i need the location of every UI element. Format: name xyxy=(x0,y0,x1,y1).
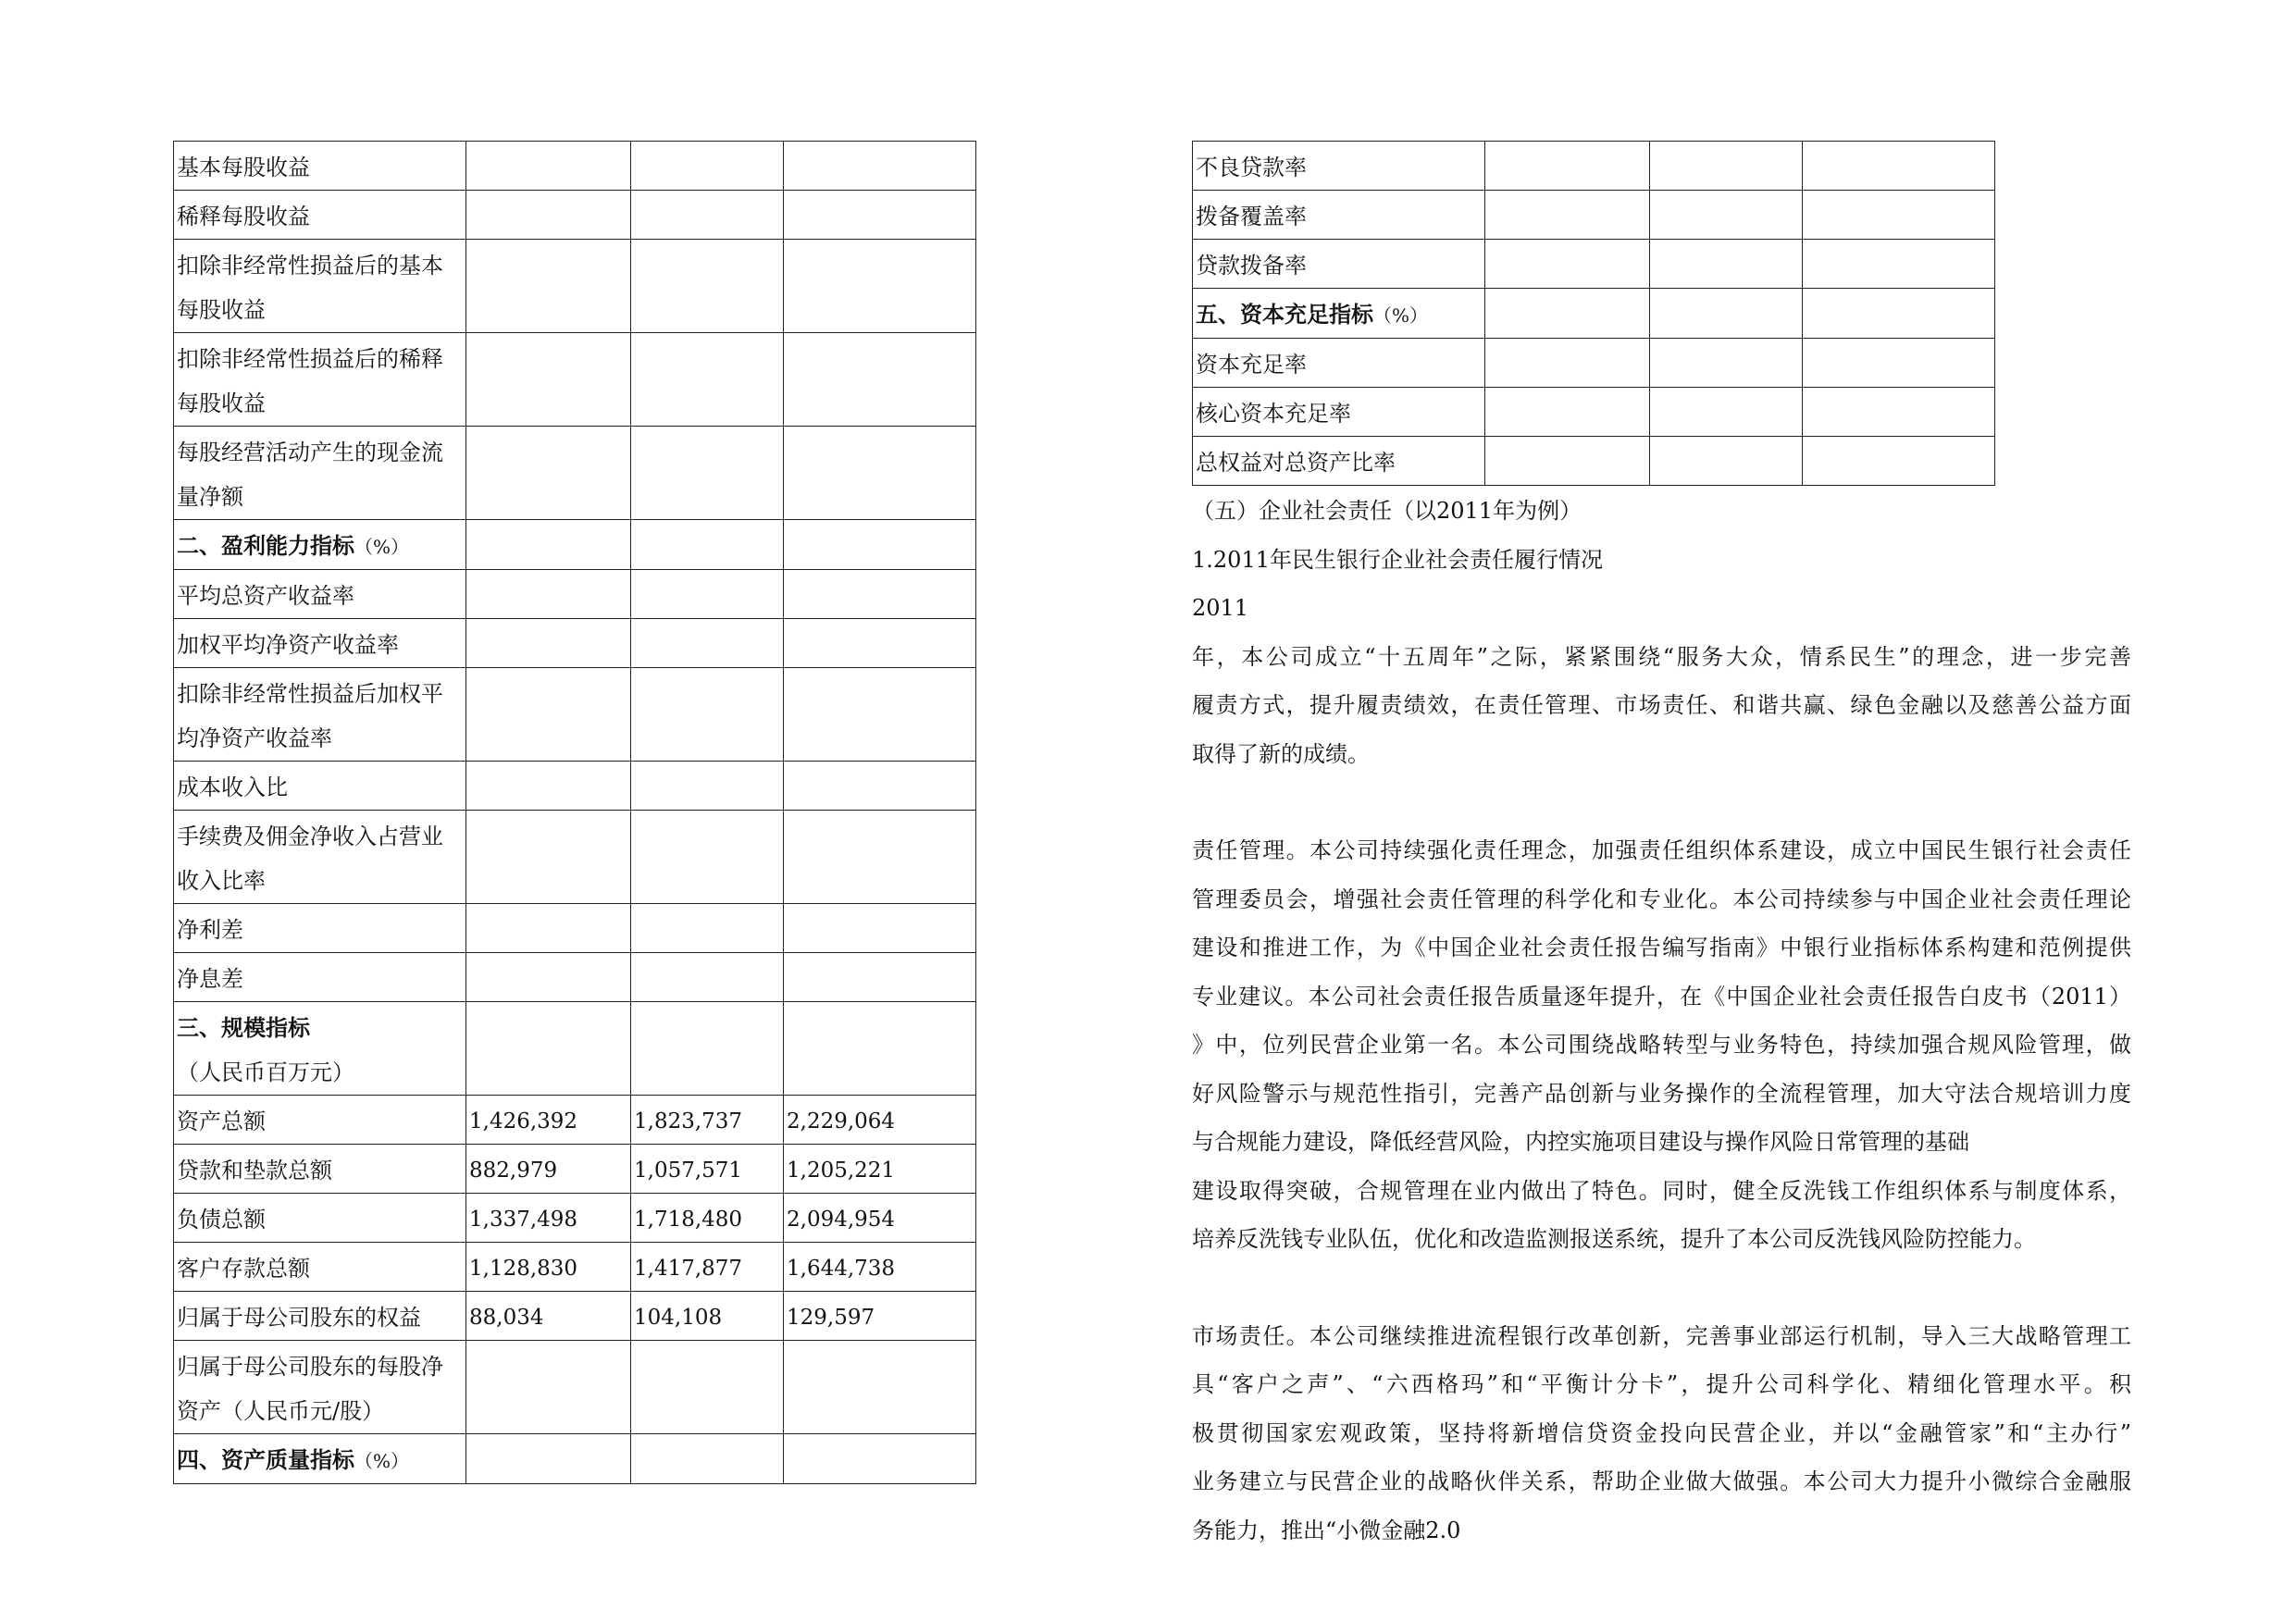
value-cell xyxy=(631,520,784,570)
row-label-cell xyxy=(174,668,466,762)
row-label-cell xyxy=(174,762,466,811)
paragraph-line: 取得了新的成绩。 xyxy=(1192,740,1370,767)
section-header-cell xyxy=(174,1002,466,1096)
value-cell xyxy=(784,570,976,619)
value-cell: 1,718,480 xyxy=(631,1194,784,1243)
row-label: 三、规模指标 xyxy=(177,1014,310,1041)
value-cell xyxy=(631,142,784,191)
value-cell xyxy=(1485,240,1650,289)
value-cell xyxy=(1485,388,1650,437)
row-label: 平均总资产收益率 xyxy=(177,583,354,609)
value-cell xyxy=(1650,191,1803,240)
value-cell xyxy=(466,762,631,811)
value-cell xyxy=(1485,191,1650,240)
value-cell xyxy=(1485,437,1650,486)
table-row xyxy=(174,1194,976,1243)
row-label: 资产总额 xyxy=(177,1109,266,1134)
paragraph-line: 市场责任。本公司继续推进流程银行改革创新，完善事业部运行机制，导入三大战略管理工 xyxy=(1192,1322,2131,1349)
paragraph-line: 责任管理。本公司持续强化责任理念，加强责任组织体系建设，成立中国民生银行社会责任 xyxy=(1192,837,2131,863)
table-row xyxy=(174,762,976,811)
value-cell xyxy=(1485,289,1650,339)
value-cell xyxy=(466,1434,631,1484)
table-row xyxy=(1193,437,1995,486)
row-label-cell xyxy=(1193,437,1485,486)
value-cell: 2,094,954 xyxy=(784,1194,976,1243)
row-label: 基本每股收益 xyxy=(177,155,310,180)
table-row xyxy=(174,191,976,240)
value-cell xyxy=(631,1434,784,1484)
row-label-cell xyxy=(174,1243,466,1292)
financial-indicators-table-left xyxy=(173,141,976,1484)
value-cell xyxy=(784,427,976,520)
value-cell xyxy=(1803,289,1995,339)
value-cell xyxy=(1803,388,1995,437)
value-cell xyxy=(631,619,784,668)
paragraph-line: 极贯彻国家宏观政策，坚持将新增信贷资金投向民营企业，并以“金融管家”和“主办行” xyxy=(1192,1419,2131,1446)
value-cell xyxy=(784,668,976,762)
paragraph-line: 建设和推进工作，为《中国企业社会责任报告编写指南》中银行业指标体系构建和范例提供 xyxy=(1192,935,2131,960)
table-row xyxy=(174,240,976,333)
value-cell xyxy=(466,427,631,520)
value-cell xyxy=(466,619,631,668)
value-cell xyxy=(1485,339,1650,388)
csr-text-block xyxy=(1192,487,2131,1555)
value-cell xyxy=(784,953,976,1002)
value-cell xyxy=(631,191,784,240)
paragraph-line: 建设取得突破，合规管理在业内做出了特色。同时，健全反洗钱工作组织体系与制度体系， xyxy=(1192,1177,2131,1204)
value-cell xyxy=(466,668,631,762)
value-cell xyxy=(784,1002,976,1096)
table-row xyxy=(174,1292,976,1341)
value-cell xyxy=(631,1002,784,1096)
table-row xyxy=(174,333,976,427)
table-row xyxy=(174,668,976,762)
table-row xyxy=(174,520,976,570)
table-row xyxy=(1193,339,1995,388)
row-label-cell xyxy=(174,1341,466,1434)
unit-label: （%） xyxy=(354,1450,410,1472)
value-cell xyxy=(631,333,784,427)
table-row xyxy=(174,1434,976,1484)
value-cell: 1,057,571 xyxy=(631,1145,784,1194)
value-cell xyxy=(631,1341,784,1434)
row-label-cell xyxy=(174,1096,466,1145)
row-label: 净利差 xyxy=(177,917,243,943)
paragraph-line: 履责方式，提升履责绩效，在责任管理、市场责任、和谐共赢、绿色金融以及慈善公益方面 xyxy=(1192,692,2131,718)
table-row xyxy=(1193,240,1995,289)
row-label-cell xyxy=(1193,142,1485,191)
paragraph-line: 年，本公司成立“十五周年”之际，紧紧围绕“服务大众，情系民生”的理念，进一步完善 xyxy=(1192,643,2131,670)
paragraph-line: 业务建立与民营企业的战略伙伴关系，帮助企业做大做强。本公司大力提升小微综合金融服 xyxy=(1192,1468,2131,1494)
value-cell xyxy=(784,142,976,191)
value-cell xyxy=(1803,191,1995,240)
table-row xyxy=(174,570,976,619)
value-cell xyxy=(466,1341,631,1434)
value-cell xyxy=(631,668,784,762)
row-label-cell xyxy=(174,811,466,904)
row-label: 拨备覆盖率 xyxy=(1196,204,1307,229)
section-header-cell xyxy=(174,1434,466,1484)
unit-label: （人民币百万元） xyxy=(177,1059,354,1085)
value-cell: 1,128,830 xyxy=(466,1243,631,1292)
row-label: 扣除非经常性损益后的稀释每股收益 xyxy=(177,346,443,416)
value-cell xyxy=(466,520,631,570)
value-cell: 129,597 xyxy=(784,1292,976,1341)
row-label-cell xyxy=(1193,388,1485,437)
row-label-cell xyxy=(174,240,466,333)
value-cell xyxy=(784,904,976,953)
paragraph-line: 具“客户之声”、“六西格玛”和“平衡计分卡”，提升公司科学化、精细化管理水平。积 xyxy=(1192,1371,2131,1397)
value-cell xyxy=(631,570,784,619)
row-label-cell xyxy=(174,570,466,619)
row-label-cell xyxy=(174,142,466,191)
table-row xyxy=(174,1341,976,1434)
value-cell xyxy=(784,240,976,333)
row-label: 二、盈利能力指标 xyxy=(177,532,354,559)
value-cell: 1,337,498 xyxy=(466,1194,631,1243)
table-row xyxy=(174,142,976,191)
row-label: 资本充足率 xyxy=(1196,352,1307,378)
value-cell xyxy=(784,619,976,668)
value-cell: 1,823,737 xyxy=(631,1096,784,1145)
value-cell xyxy=(631,427,784,520)
row-label: 归属于母公司股东的权益 xyxy=(177,1305,421,1331)
row-label: 贷款拨备率 xyxy=(1196,253,1307,279)
value-cell xyxy=(1650,339,1803,388)
table-row xyxy=(1193,191,1995,240)
value-cell xyxy=(466,811,631,904)
row-label: 五、资本充足指标 xyxy=(1196,301,1373,328)
value-cell xyxy=(784,1434,976,1484)
value-cell xyxy=(466,1002,631,1096)
row-label: 归属于母公司股东的每股净资产（人民币元/股） xyxy=(177,1354,443,1424)
row-label-cell xyxy=(174,1292,466,1341)
value-cell xyxy=(466,904,631,953)
row-label: 客户存款总额 xyxy=(177,1256,310,1282)
row-label: 扣除非经常性损益后加权平均净资产收益率 xyxy=(177,681,443,751)
value-cell xyxy=(784,191,976,240)
value-cell xyxy=(1803,240,1995,289)
table-row xyxy=(174,904,976,953)
value-cell xyxy=(1803,142,1995,191)
value-cell xyxy=(631,762,784,811)
value-cell xyxy=(466,953,631,1002)
paragraph-line: 好风险警示与规范性指引，完善产品创新与业务操作的全流程管理，加大守法合规培训力度 xyxy=(1192,1080,2131,1107)
row-label: 不良贷款率 xyxy=(1196,155,1307,180)
row-label: 总权益对总资产比率 xyxy=(1196,450,1396,476)
value-cell xyxy=(466,240,631,333)
row-label: 贷款和垫款总额 xyxy=(177,1158,332,1183)
table-row xyxy=(174,1145,976,1194)
value-cell xyxy=(1485,142,1650,191)
table-row xyxy=(174,619,976,668)
value-cell xyxy=(631,904,784,953)
value-cell xyxy=(1650,388,1803,437)
row-label: 负债总额 xyxy=(177,1207,266,1233)
row-label: 核心资本充足率 xyxy=(1196,401,1351,427)
row-label: 扣除非经常性损益后的基本每股收益 xyxy=(177,253,443,323)
row-label-cell xyxy=(174,191,466,240)
value-cell xyxy=(466,570,631,619)
table-row xyxy=(174,953,976,1002)
value-cell xyxy=(466,191,631,240)
table-row xyxy=(174,1002,976,1096)
paragraph-line: 》中，位列民营企业第一名。本公司围绕战略转型与业务特色，持续加强合规风险管理，做 xyxy=(1192,1032,2131,1058)
value-cell xyxy=(1803,437,1995,486)
unit-label: （%） xyxy=(1373,304,1429,327)
row-label: 加权平均净资产收益率 xyxy=(177,632,399,658)
value-cell xyxy=(1650,142,1803,191)
value-cell: 882,979 xyxy=(466,1145,631,1194)
value-cell: 1,205,221 xyxy=(784,1145,976,1194)
value-cell xyxy=(631,811,784,904)
value-cell xyxy=(1650,437,1803,486)
paragraph-line: 培养反洗钱专业队伍，优化和改造监测报送系统，提升了本公司反洗钱风险防控能力。 xyxy=(1192,1226,2036,1252)
row-label-cell xyxy=(174,1145,466,1194)
subtitle: 1.2011年民生银行企业社会责任履行情况 xyxy=(1192,546,1603,573)
paragraph-intro xyxy=(1192,633,2131,779)
row-label-cell xyxy=(174,904,466,953)
row-label-cell xyxy=(174,333,466,427)
paragraph-line: 与合规能力建设，降低经营风险，内控实施项目建设与操作风险日常管理的基础 xyxy=(1192,1129,1969,1155)
value-cell xyxy=(1650,240,1803,289)
paragraph-responsibility-management xyxy=(1192,826,2131,1264)
value-cell xyxy=(1650,289,1803,339)
value-cell xyxy=(784,1341,976,1434)
value-cell xyxy=(466,142,631,191)
table-row xyxy=(174,1243,976,1292)
section-header-cell xyxy=(1193,289,1485,339)
value-cell: 2,229,064 xyxy=(784,1096,976,1145)
table-row xyxy=(174,811,976,904)
row-label-cell xyxy=(1193,240,1485,289)
paragraph-line: 管理委员会，增强社会责任管理的科学化和专业化。本公司持续参与中国企业社会责任理论 xyxy=(1192,886,2131,912)
value-cell: 1,426,392 xyxy=(466,1096,631,1145)
value-cell: 88,034 xyxy=(466,1292,631,1341)
value-cell: 1,417,877 xyxy=(631,1243,784,1292)
table-row xyxy=(1193,388,1995,437)
row-label-cell xyxy=(1193,191,1485,240)
row-label: 每股经营活动产生的现金流量净额 xyxy=(177,440,443,510)
row-label: 手续费及佣金净收入占营业收入比率 xyxy=(177,824,443,894)
table-row xyxy=(1193,289,1995,339)
row-label-cell xyxy=(174,953,466,1002)
value-cell xyxy=(1803,339,1995,388)
row-label-cell xyxy=(174,619,466,668)
table-row xyxy=(1193,142,1995,191)
section-title: （五）企业社会责任（以2011年为例） xyxy=(1192,498,1582,524)
table-row xyxy=(174,1096,976,1145)
row-label-cell xyxy=(174,1194,466,1243)
value-cell xyxy=(784,762,976,811)
row-label-cell xyxy=(174,427,466,520)
value-cell xyxy=(466,333,631,427)
value-cell: 1,644,738 xyxy=(784,1243,976,1292)
row-label: 四、资产质量指标 xyxy=(177,1446,354,1473)
row-label: 稀释每股收益 xyxy=(177,204,310,229)
table-row xyxy=(174,427,976,520)
row-label-cell xyxy=(1193,339,1485,388)
financial-indicators-table-right xyxy=(1192,141,1995,486)
year-line: 2011 xyxy=(1192,595,1249,621)
value-cell xyxy=(784,811,976,904)
value-cell xyxy=(631,953,784,1002)
paragraph-line: 务能力，推出“小微金融2.0 xyxy=(1192,1517,1461,1543)
row-label: 成本收入比 xyxy=(177,774,288,800)
value-cell xyxy=(784,333,976,427)
paragraph-line: 专业建议。本公司社会责任报告质量逐年提升，在《中国企业社会责任报告白皮书（2011） xyxy=(1192,983,2131,1010)
paragraph-market-responsibility xyxy=(1192,1312,2131,1555)
row-label: 净息差 xyxy=(177,966,243,992)
section-header-cell xyxy=(174,520,466,570)
value-cell: 104,108 xyxy=(631,1292,784,1341)
unit-label: （%） xyxy=(354,536,410,558)
value-cell xyxy=(631,240,784,333)
value-cell xyxy=(784,520,976,570)
